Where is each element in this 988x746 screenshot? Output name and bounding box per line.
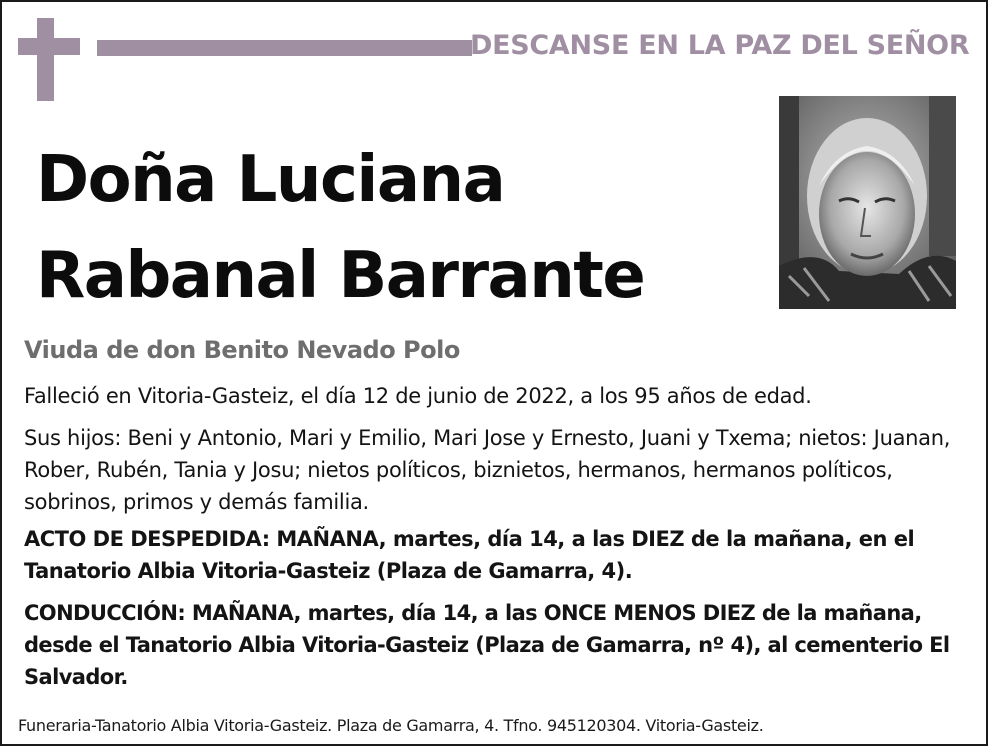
header-motto: DESCANSE EN LA PAZ DEL SEÑOR (470, 30, 970, 61)
portrait-photo-icon (779, 96, 956, 309)
cross-horizontal-bar (18, 38, 80, 55)
funeral-home-footer: Funeraria-Tanatorio Albia Vitoria-Gasteiz. Plaza de Gamarra, 4. Tfno. 945120304. Vitoria-Gasteiz. (18, 716, 764, 735)
family-notice: Sus hijos: Beni y Antonio, Mari y Emilio, Mari Jose y Ernesto, Juani y Txema; nietos: Juanan, Rober, Rubén, Tania y Josu; nietos políticos, biznietos, hermanos, hermanos políticos, sobrinos, primos y demás familia. (24, 426, 951, 514)
procession-notice: CONDUCCIÓN: MAÑANA, martes, día 14, a las ONCE MENOS DIEZ de la mañana, desde el Tanatorio Albia Vitoria-Gasteiz (Plaza de Gamarra, nº 4), al cementerio El Salvador. (24, 601, 950, 689)
header-rule (97, 40, 472, 56)
deceased-name-line2: Rabanal Barrante (36, 239, 645, 313)
deceased-name (36, 132, 736, 324)
death-notice: Falleció en Vitoria-Gasteiz, el día 12 de junio de 2022, a los 95 años de edad. (24, 384, 812, 408)
farewell-notice: ACTO DE DESPEDIDA: MAÑANA, martes, día 14, a las DIEZ de la mañana, en el Tanatorio Albia Vitoria-Gasteiz (Plaza de Gamarra, 4). (24, 527, 915, 583)
deceased-name-line1: Doña Luciana (36, 143, 505, 217)
widow-of-line: Viuda de don Benito Nevado Polo (24, 336, 460, 364)
cross-vertical-bar (37, 18, 54, 101)
